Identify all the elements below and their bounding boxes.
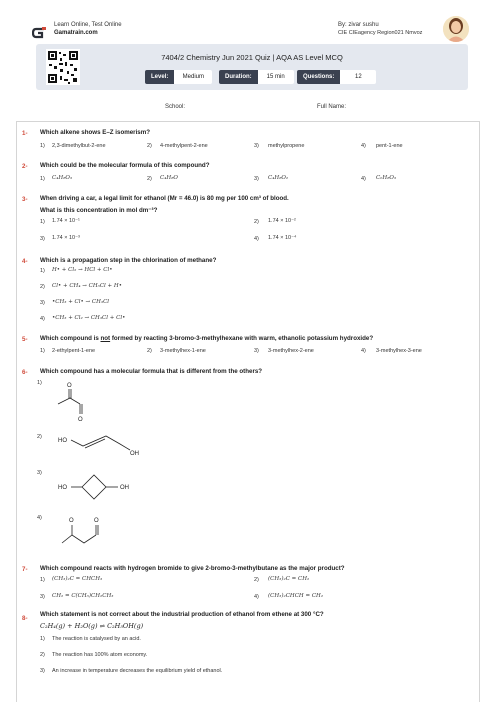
svg-text:OH: OH (120, 485, 129, 491)
option-number: 1) (40, 176, 45, 182)
option-text[interactable]: 3-methylhex-3-ene (376, 348, 422, 354)
duration-label: Duration: (219, 70, 258, 84)
option-number: 1) (40, 219, 45, 225)
option-text[interactable]: 4-methylpent-2-ene (160, 143, 208, 149)
option-text[interactable]: 1.74 × 10⁻¹ (52, 218, 80, 224)
option-number: 2) (147, 143, 152, 149)
option-number: 4) (37, 515, 42, 521)
svg-text:OH: OH (130, 451, 139, 457)
option-text[interactable]: (CH₃)₂C = CH₂ (268, 576, 310, 582)
option-number: 3) (40, 300, 45, 306)
option-text[interactable]: •CH₃ + Cl₂ → CH₃Cl + Cl• (52, 315, 126, 321)
option-number: 3) (254, 143, 259, 149)
question-number: 2- (22, 163, 28, 170)
option-text[interactable]: 2-ethylpent-1-ene (52, 348, 96, 354)
option-number: 4) (361, 176, 366, 182)
questions-pill (297, 70, 376, 84)
question-text: Which compound reacts with hydrogen bromide to give 2-bromo-3-methylbutane as the major product? (40, 565, 345, 572)
option-text[interactable]: 1.74 × 10⁻³ (52, 235, 80, 241)
option-number: 3) (40, 668, 45, 674)
option-number: 1) (37, 380, 42, 386)
option-number: 2) (40, 284, 45, 290)
question-text: Which alkene shows E–Z isomerism? (40, 129, 151, 136)
option-text[interactable]: 1.74 × 10⁻² (268, 218, 296, 224)
option-number: 3) (254, 176, 259, 182)
question-text: Which compound has a molecular formula that is different from the others? (40, 368, 263, 375)
question-number: 5- (22, 336, 28, 343)
option-text[interactable]: •CH₃ + Cl• → CH₃Cl (52, 299, 110, 305)
questions-value: 12 (340, 70, 376, 84)
question-number: 4- (22, 258, 28, 265)
option-number: 4) (254, 236, 259, 242)
option-text[interactable]: C₄H₈O₂ (268, 175, 289, 181)
option-text[interactable]: methylpropene (268, 143, 305, 149)
option-number: 2) (40, 652, 45, 658)
page-header (0, 0, 496, 44)
option-text[interactable]: C₄H₈O₃ (52, 175, 73, 181)
question-text: When driving a car, a legal limit for ethanol (Mr = 46.0) is 80 mg per 100 cm³ of blood. (40, 195, 289, 202)
option-number: 3) (37, 470, 42, 476)
option-text[interactable]: The reaction is catalysed by an acid. (52, 636, 141, 642)
option-number: 4) (254, 594, 259, 600)
questions-label: Questions: (297, 70, 340, 84)
author-region: CIE CIEagency Region021 Nmvoz (338, 30, 423, 36)
question-number: 8- (22, 615, 28, 622)
level-pill (145, 70, 212, 84)
option-text[interactable]: The reaction has 100% atom economy. (52, 652, 148, 658)
school-field-label: School: (165, 104, 186, 110)
option-text[interactable]: C₆H₈O₃ (376, 175, 397, 181)
option-text[interactable]: pent-1-ene (376, 143, 403, 149)
option-number: 2) (254, 219, 259, 225)
option-text[interactable]: CH₂ = C(CH₃)CH₂CH₃ (52, 593, 114, 599)
gamatrain-logo-icon (32, 27, 46, 39)
option-number: 1) (40, 348, 45, 354)
duration-pill (219, 70, 294, 84)
option-number: 2) (147, 348, 152, 354)
question-text: Which compound is not formed by reacting 3-bromo-3-methylhexane with warm, ethanolic potassium hydroxide? (40, 335, 374, 342)
svg-text:O: O (78, 417, 83, 423)
option-text[interactable]: An increase in temperature decreases the equilibrium yield of ethanol. (52, 668, 223, 674)
question-number: 1- (22, 130, 28, 137)
avatar (443, 16, 469, 42)
svg-text:HO: HO (58, 438, 67, 444)
option-number: 4) (361, 348, 366, 354)
option-number: 2) (37, 434, 42, 440)
fullname-field-label: Full Name: (317, 104, 347, 110)
option-text[interactable]: 3-methylhex-1-ene (160, 348, 206, 354)
option-number: 1) (40, 636, 45, 642)
svg-text:O: O (69, 518, 74, 524)
question-text: Which could be the molecular formula of this compound? (40, 162, 210, 169)
option-text[interactable]: (CH₃)₂C = CHCH₃ (52, 576, 103, 582)
option-number: 2) (254, 577, 259, 583)
option-text[interactable]: Cl• + CH₄ → CH₃Cl + H• (52, 283, 122, 289)
option-text[interactable]: 3-methylhex-2-ene (268, 348, 314, 354)
brand-tagline: Learn Online, Test Online (54, 22, 122, 28)
question-number: 7- (22, 566, 28, 573)
option-text[interactable]: H• + Cl₂ → HCl + Cl• (52, 267, 113, 273)
option-text[interactable]: C₄H₈O (160, 175, 178, 181)
level-value: Medium (174, 70, 212, 84)
quiz-title: 7404/2 Chemistry Jun 2021 Quiz | AQA AS Level MCQ (161, 53, 343, 62)
structure-ketone-aldehyde[interactable] (50, 382, 110, 424)
option-text[interactable]: 1.74 × 10⁻⁴ (268, 235, 297, 241)
question-text-line2: What is this concentration in mol dm⁻³? (40, 207, 158, 214)
frame-left-border (16, 122, 17, 702)
structure-alkene-alcohol[interactable] (58, 430, 148, 456)
level-label: Level: (145, 70, 174, 84)
svg-text:O: O (67, 383, 72, 389)
svg-text:HO: HO (58, 485, 67, 491)
option-text[interactable]: 2,3-dimethylbut-2-ene (52, 143, 106, 149)
divider (16, 121, 480, 122)
svg-text:O: O (94, 518, 99, 524)
option-number: 1) (40, 268, 45, 274)
author: By: zivar sushu (338, 22, 379, 28)
duration-value: 15 min (258, 70, 294, 84)
option-number: 3) (254, 348, 259, 354)
structure-cyclobutane-diol[interactable] (58, 470, 148, 504)
option-number: 4) (40, 316, 45, 322)
option-number: 2) (147, 176, 152, 182)
option-text[interactable]: (CH₃)₂CHCH = CH₂ (268, 593, 324, 599)
structure-hydroxy-aldehyde[interactable] (58, 513, 118, 553)
brand-site[interactable]: Gamatrain.com (54, 30, 98, 36)
option-number: 1) (40, 143, 45, 149)
option-number: 1) (40, 577, 45, 583)
option-number: 3) (40, 594, 45, 600)
question-equation: C₂H₄(g) + H₂O(g) ⇌ C₂H₅OH(g) (40, 622, 144, 630)
option-number: 4) (361, 143, 366, 149)
quiz-banner (36, 44, 468, 90)
question-number: 3- (22, 196, 28, 203)
option-number: 3) (40, 236, 45, 242)
question-text: Which is a propagation step in the chlorination of methane? (40, 257, 217, 264)
frame-right-border (479, 122, 480, 702)
question-number: 6- (22, 369, 28, 376)
question-text: Which statement is not correct about the industrial production of ethanol from ethene at 300 °C? (40, 611, 324, 618)
